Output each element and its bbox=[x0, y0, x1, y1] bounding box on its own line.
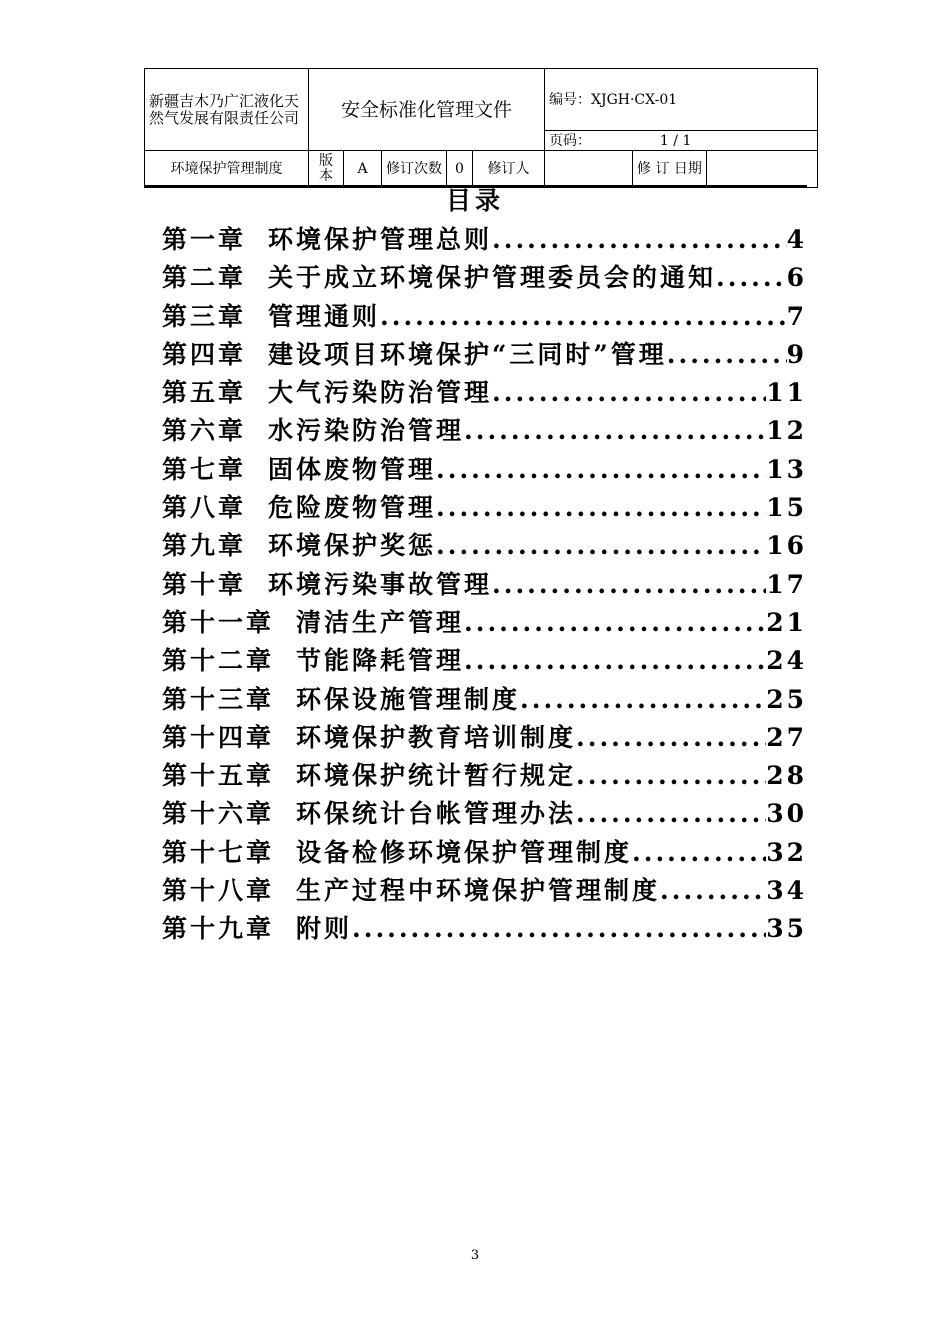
toc-chapter-name: 环保设施管理制度 bbox=[296, 684, 521, 714]
revision-date-value bbox=[707, 151, 818, 188]
document-header-table bbox=[144, 68, 818, 188]
toc-entry[interactable] bbox=[162, 335, 807, 373]
revision-count-value: 0 bbox=[447, 151, 473, 188]
toc-chapter: 第二章 bbox=[162, 263, 247, 293]
toc-entry[interactable] bbox=[162, 450, 807, 488]
toc-entry[interactable] bbox=[162, 565, 807, 603]
toc-chapter-name: 环境污染事故管理 bbox=[268, 569, 493, 599]
toc-chapter: 第九章 bbox=[162, 531, 247, 561]
document-type-title: 安全标准化管理文件 bbox=[309, 69, 545, 151]
toc-leader-dots bbox=[492, 378, 766, 407]
toc-entry[interactable] bbox=[162, 297, 807, 335]
toc-leader-dots bbox=[520, 685, 766, 714]
page-count bbox=[545, 131, 818, 151]
page-count-value: 1 / 1 bbox=[659, 132, 692, 149]
page-count-label: 页码： bbox=[549, 132, 592, 149]
toc-chapter-name: 大气污染防治管理 bbox=[268, 378, 493, 408]
page-number: 3 bbox=[470, 1248, 480, 1263]
toc-leader-dots bbox=[667, 340, 787, 369]
reviser-value bbox=[545, 151, 633, 188]
toc-entry[interactable] bbox=[162, 833, 807, 871]
toc-entry[interactable] bbox=[162, 909, 807, 947]
toc-leader-dots bbox=[436, 531, 766, 560]
toc-leader-dots bbox=[492, 225, 787, 254]
toc-page-number: 34 bbox=[766, 876, 807, 906]
toc-page-number: 28 bbox=[766, 761, 807, 791]
toc-chapter-name: 环境保护奖惩 bbox=[268, 531, 437, 561]
version-value: A bbox=[344, 151, 382, 188]
toc-chapter-name: 节能降耗管理 bbox=[296, 646, 465, 676]
toc-page-number: 24 bbox=[766, 646, 807, 676]
toc-page-number: 25 bbox=[766, 684, 807, 714]
toc-entry[interactable] bbox=[162, 411, 807, 449]
toc-leader-dots bbox=[492, 570, 766, 599]
toc-leader-dots bbox=[380, 302, 787, 331]
toc-chapter: 第十三章 bbox=[162, 684, 275, 714]
toc-chapter: 第十一章 bbox=[162, 607, 275, 637]
toc-chapter-name: 附则 bbox=[296, 914, 353, 944]
toc-chapter: 第八章 bbox=[162, 493, 247, 523]
toc-chapter: 第十七章 bbox=[162, 837, 275, 867]
toc-chapter: 第十五章 bbox=[162, 761, 275, 791]
toc-page-number: 35 bbox=[766, 914, 807, 944]
toc-chapter-name: 清洁生产管理 bbox=[296, 607, 465, 637]
toc-chapter-name: 环境保护教育培训制度 bbox=[296, 722, 577, 752]
toc-page-number: 30 bbox=[766, 799, 807, 829]
toc-chapter: 第一章 bbox=[162, 225, 247, 254]
toc-leader-dots bbox=[576, 761, 766, 790]
toc-entry[interactable] bbox=[162, 488, 807, 526]
toc-chapter: 第十章 bbox=[162, 569, 247, 599]
toc-leader-dots bbox=[464, 608, 766, 637]
toc-leader-dots bbox=[352, 914, 766, 943]
toc-entry[interactable] bbox=[162, 794, 807, 832]
toc-chapter-name: 关于成立环境保护管理委员会的通知 bbox=[268, 263, 717, 293]
toc-page-number: 7 bbox=[786, 301, 807, 331]
toc-chapter-name: 环境保护管理总则 bbox=[268, 225, 493, 254]
toc-leader-dots bbox=[464, 646, 766, 675]
toc-entry[interactable] bbox=[162, 718, 807, 756]
toc-entry[interactable] bbox=[162, 680, 807, 718]
toc-page-number: 21 bbox=[766, 607, 807, 637]
toc-leader-dots bbox=[464, 416, 766, 445]
organization-name: 新疆吉木乃广汇液化天然气发展有限责任公司 bbox=[145, 69, 309, 151]
system-name: 环境保护管理制度 bbox=[145, 151, 309, 188]
toc-leader-dots bbox=[716, 263, 787, 292]
toc-chapter-name: 环境保护统计暂行规定 bbox=[296, 761, 577, 791]
toc-chapter: 第十八章 bbox=[162, 876, 275, 906]
toc-chapter: 第十二章 bbox=[162, 646, 275, 676]
reviser-label: 修订人 bbox=[473, 151, 545, 188]
toc-leader-dots bbox=[660, 876, 766, 905]
toc-page-number: 6 bbox=[786, 263, 807, 293]
toc-entry[interactable] bbox=[162, 756, 807, 794]
toc-chapter: 第七章 bbox=[162, 454, 247, 484]
toc-page-number: 11 bbox=[766, 378, 807, 408]
toc-entry[interactable] bbox=[162, 220, 807, 258]
version-label: 版本 bbox=[309, 151, 344, 188]
toc-chapter-name: 水污染防治管理 bbox=[268, 416, 465, 446]
toc-entry[interactable] bbox=[162, 641, 807, 679]
toc-chapter-name: 生产过程中环境保护管理制度 bbox=[296, 876, 661, 906]
table-of-contents bbox=[162, 220, 807, 948]
toc-leader-dots bbox=[632, 838, 766, 867]
revision-count-label: 修订次数 bbox=[382, 151, 447, 188]
toc-entry[interactable] bbox=[162, 373, 807, 411]
toc-leader-dots bbox=[576, 723, 766, 752]
toc-chapter: 第三章 bbox=[162, 301, 247, 331]
toc-leader-dots bbox=[436, 455, 766, 484]
toc-chapter-name: 危险废物管理 bbox=[268, 493, 437, 523]
toc-page-number: 12 bbox=[766, 416, 807, 446]
revision-date-label: 修 订 日期 bbox=[633, 151, 707, 188]
toc-chapter: 第四章 bbox=[162, 339, 247, 369]
toc-title: 目录 bbox=[445, 186, 504, 215]
toc-chapter: 第十四章 bbox=[162, 722, 275, 752]
toc-entry[interactable] bbox=[162, 526, 807, 564]
toc-entry[interactable] bbox=[162, 258, 807, 296]
toc-page-number: 9 bbox=[786, 339, 807, 369]
toc-chapter-name: 设备检修环境保护管理制度 bbox=[296, 837, 633, 867]
toc-page-number: 27 bbox=[766, 722, 807, 752]
toc-page-number: 13 bbox=[766, 454, 807, 484]
toc-page-number: 4 bbox=[786, 225, 807, 254]
toc-entry[interactable] bbox=[162, 871, 807, 909]
toc-chapter: 第五章 bbox=[162, 378, 247, 408]
toc-chapter-name: 环保统计台帐管理办法 bbox=[296, 799, 577, 829]
toc-chapter: 第十九章 bbox=[162, 914, 275, 944]
toc-page-number: 15 bbox=[766, 493, 807, 523]
toc-page-number: 32 bbox=[766, 837, 807, 867]
toc-page-number: 17 bbox=[766, 569, 807, 599]
toc-chapter-name: 建设项目环境保护“三同时”管理 bbox=[268, 339, 667, 369]
document-code: 编号：XJGH·CX-01 bbox=[545, 69, 818, 131]
toc-chapter: 第六章 bbox=[162, 416, 247, 446]
toc-leader-dots bbox=[576, 799, 766, 828]
toc-entry[interactable] bbox=[162, 603, 807, 641]
toc-chapter-name: 固体废物管理 bbox=[268, 454, 437, 484]
toc-chapter: 第十六章 bbox=[162, 799, 275, 829]
toc-page-number: 16 bbox=[766, 531, 807, 561]
toc-leader-dots bbox=[436, 493, 766, 522]
toc-chapter-name: 管理通则 bbox=[268, 301, 381, 331]
